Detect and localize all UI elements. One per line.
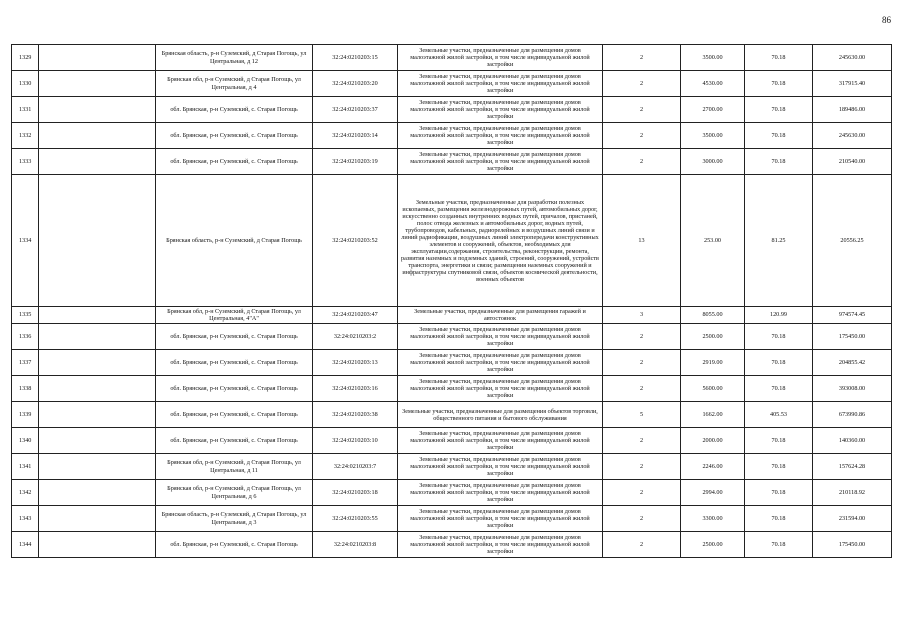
table-row xyxy=(12,175,892,307)
blank-cell xyxy=(39,480,156,506)
page-number: 86 xyxy=(882,15,891,25)
cadastral-number-cell: 32:24:0210203:15 xyxy=(313,45,398,71)
table-row xyxy=(12,532,892,558)
cadastral-value-cell: 317915.40 xyxy=(813,71,892,97)
specific-value-cell: 70.18 xyxy=(745,71,813,97)
specific-value-cell: 70.18 xyxy=(745,454,813,480)
cadastral-value-cell: 204855.42 xyxy=(813,350,892,376)
blank-cell xyxy=(39,324,156,350)
land-use-cell: Земельные участки, предназначенные для размещения домов малоэтажной жилой застройки, в том числе индивидуальной жилой застройки xyxy=(398,123,603,149)
area-cell: 2500.00 xyxy=(681,532,745,558)
blank-cell xyxy=(39,307,156,324)
table-row xyxy=(12,149,892,175)
blank-cell xyxy=(39,175,156,307)
group-cell: 2 xyxy=(603,454,681,480)
cadastral-number-cell: 32:24:0210203:20 xyxy=(313,71,398,97)
table-body xyxy=(12,45,892,558)
table-row xyxy=(12,428,892,454)
row-number: 1331 xyxy=(12,97,39,123)
cadastral-number-cell: 32:24:0210203:16 xyxy=(313,376,398,402)
specific-value-cell: 70.18 xyxy=(745,97,813,123)
address-cell: Брянская обл, р-н Суземский, д Старая Погощь, ул Центральная, д 4 xyxy=(156,71,313,97)
blank-cell xyxy=(39,428,156,454)
blank-cell xyxy=(39,402,156,428)
row-number: 1338 xyxy=(12,376,39,402)
table-row xyxy=(12,350,892,376)
blank-cell xyxy=(39,454,156,480)
group-cell: 2 xyxy=(603,480,681,506)
address-cell: обл. Брянская, р-н Суземский, с. Старая Погощь xyxy=(156,324,313,350)
row-number: 1332 xyxy=(12,123,39,149)
cadastral-value-cell: 974574.45 xyxy=(813,307,892,324)
address-cell: обл. Брянская, р-н Суземский, с. Старая Погощь xyxy=(156,376,313,402)
area-cell: 3500.00 xyxy=(681,123,745,149)
address-cell: обл. Брянская, р-н Суземский, с. Старая Погощь xyxy=(156,350,313,376)
table-row xyxy=(12,480,892,506)
row-number: 1333 xyxy=(12,149,39,175)
land-use-cell: Земельные участки, предназначенные для размещения домов малоэтажной жилой застройки, в том числе индивидуальной жилой застройки xyxy=(398,324,603,350)
area-cell: 4530.00 xyxy=(681,71,745,97)
cadastral-number-cell: 32:24:0210203:38 xyxy=(313,402,398,428)
specific-value-cell: 70.18 xyxy=(745,149,813,175)
area-cell: 3300.00 xyxy=(681,506,745,532)
cadastral-value-cell: 673990.86 xyxy=(813,402,892,428)
address-cell: обл. Брянская, р-н Суземский, с. Старая Погощь xyxy=(156,97,313,123)
cadastral-number-cell: 32:24:0210203:14 xyxy=(313,123,398,149)
row-number: 1330 xyxy=(12,71,39,97)
land-use-cell: Земельные участки, предназначенные для размещения домов малоэтажной жилой застройки, в том числе индивидуальной жилой застройки xyxy=(398,97,603,123)
address-cell: Брянская область, р-н Суземский, д Старая Погощь, ул Центральная, д 3 xyxy=(156,506,313,532)
table-row xyxy=(12,97,892,123)
cadastral-value-cell: 175450.00 xyxy=(813,532,892,558)
area-cell: 3000.00 xyxy=(681,149,745,175)
area-cell: 5600.00 xyxy=(681,376,745,402)
land-use-cell: Земельные участки, предназначенные для размещения домов малоэтажной жилой застройки, в том числе индивидуальной жилой застройки xyxy=(398,428,603,454)
row-number: 1334 xyxy=(12,175,39,307)
cadastral-value-cell: 245630.00 xyxy=(813,123,892,149)
area-cell: 3500.00 xyxy=(681,45,745,71)
cadastral-number-cell: 32:24:0210203:7 xyxy=(313,454,398,480)
cadastral-number-cell: 32:24:0210203:2 xyxy=(313,324,398,350)
group-cell: 2 xyxy=(603,123,681,149)
cadastral-number-cell: 32:24:0210203:8 xyxy=(313,532,398,558)
cadastral-value-cell: 245630.00 xyxy=(813,45,892,71)
address-cell: обл. Брянская, р-н Суземский, с. Старая Погощь xyxy=(156,402,313,428)
specific-value-cell: 81.25 xyxy=(745,175,813,307)
cadastral-number-cell: 32:24:0210203:37 xyxy=(313,97,398,123)
area-cell: 1662.00 xyxy=(681,402,745,428)
cadastral-value-cell: 20556.25 xyxy=(813,175,892,307)
area-cell: 2246.00 xyxy=(681,454,745,480)
area-cell: 2994.00 xyxy=(681,480,745,506)
table-row xyxy=(12,71,892,97)
table-row xyxy=(12,454,892,480)
row-number: 1340 xyxy=(12,428,39,454)
address-cell: обл. Брянская, р-н Суземский, с. Старая Погощь xyxy=(156,123,313,149)
table-row xyxy=(12,45,892,71)
cadastral-number-cell: 32:24:0210203:55 xyxy=(313,506,398,532)
blank-cell xyxy=(39,350,156,376)
group-cell: 2 xyxy=(603,428,681,454)
cadastral-value-cell: 210118.92 xyxy=(813,480,892,506)
group-cell: 2 xyxy=(603,532,681,558)
cadastral-value-cell: 175450.00 xyxy=(813,324,892,350)
land-use-cell: Земельные участки, предназначенные для размещения домов малоэтажной жилой застройки, в том числе индивидуальной жилой застройки xyxy=(398,376,603,402)
address-cell: Брянская обл, р-н Суземский, д Старая Погощь, ул Центральная, 4"А" xyxy=(156,307,313,324)
group-cell: 2 xyxy=(603,324,681,350)
row-number: 1344 xyxy=(12,532,39,558)
land-use-cell: Земельные участки, предназначенные для размещения домов малоэтажной жилой застройки, в том числе индивидуальной жилой застройки xyxy=(398,45,603,71)
land-use-cell: Земельные участки, предназначенные для размещения домов малоэтажной жилой застройки, в том числе индивидуальной жилой застройки xyxy=(398,480,603,506)
land-use-cell: Земельные участки, предназначенные для размещения домов малоэтажной жилой застройки, в том числе индивидуальной жилой застройки xyxy=(398,454,603,480)
specific-value-cell: 70.18 xyxy=(745,480,813,506)
group-cell: 5 xyxy=(603,402,681,428)
group-cell: 2 xyxy=(603,376,681,402)
area-cell: 8055.00 xyxy=(681,307,745,324)
area-cell: 2500.00 xyxy=(681,324,745,350)
blank-cell xyxy=(39,149,156,175)
land-use-cell: Земельные участки, предназначенные для размещения объектов торговли, общественного питания и бытового обслуживания xyxy=(398,402,603,428)
land-use-cell: Земельные участки, предназначенные для размещения домов малоэтажной жилой застройки, в том числе индивидуальной жилой застройки xyxy=(398,532,603,558)
address-cell: Брянская обл, р-н Суземский, д Старая Погощь, ул Центральная, д 6 xyxy=(156,480,313,506)
blank-cell xyxy=(39,532,156,558)
address-cell: Брянская область, р-н Суземский, д Старая Погощь, ул Центральная, д 12 xyxy=(156,45,313,71)
land-use-cell: Земельные участки, предназначенные для размещения гаражей и автостоянок xyxy=(398,307,603,324)
specific-value-cell: 70.18 xyxy=(745,324,813,350)
land-use-cell: Земельные участки, предназначенные для размещения домов малоэтажной жилой застройки, в том числе индивидуальной жилой застройки xyxy=(398,506,603,532)
group-cell: 2 xyxy=(603,71,681,97)
area-cell: 2700.00 xyxy=(681,97,745,123)
cadastral-value-cell: 140360.00 xyxy=(813,428,892,454)
row-number: 1341 xyxy=(12,454,39,480)
cadastral-value-cell: 210540.00 xyxy=(813,149,892,175)
row-number: 1342 xyxy=(12,480,39,506)
area-cell: 253.00 xyxy=(681,175,745,307)
row-number: 1339 xyxy=(12,402,39,428)
cadastral-value-cell: 157624.28 xyxy=(813,454,892,480)
cadastral-value-table xyxy=(11,44,892,558)
blank-cell xyxy=(39,506,156,532)
specific-value-cell: 70.18 xyxy=(745,45,813,71)
cadastral-number-cell: 32:24:0210203:52 xyxy=(313,175,398,307)
specific-value-cell: 70.18 xyxy=(745,428,813,454)
specific-value-cell: 70.18 xyxy=(745,506,813,532)
row-number: 1329 xyxy=(12,45,39,71)
cadastral-value-cell: 231594.00 xyxy=(813,506,892,532)
address-cell: Брянская обл, р-н Суземский, д Старая Погощь, ул Центральная, д 11 xyxy=(156,454,313,480)
address-cell: обл. Брянская, р-н Суземский, с. Старая Погощь xyxy=(156,532,313,558)
blank-cell xyxy=(39,71,156,97)
blank-cell xyxy=(39,376,156,402)
cadastral-number-cell: 32:24:0210203:19 xyxy=(313,149,398,175)
land-use-cell: Земельные участки, предназначенные для размещения домов малоэтажной жилой застройки, в том числе индивидуальной жилой застройки xyxy=(398,71,603,97)
address-cell: Брянская область, р-н Суземский, д Старая Погощь xyxy=(156,175,313,307)
area-cell: 2000.00 xyxy=(681,428,745,454)
group-cell: 2 xyxy=(603,45,681,71)
blank-cell xyxy=(39,97,156,123)
group-cell: 2 xyxy=(603,506,681,532)
group-cell: 2 xyxy=(603,350,681,376)
blank-cell xyxy=(39,45,156,71)
group-cell: 2 xyxy=(603,149,681,175)
table-row xyxy=(12,376,892,402)
row-number: 1336 xyxy=(12,324,39,350)
specific-value-cell: 405.53 xyxy=(745,402,813,428)
cadastral-value-cell: 189486.00 xyxy=(813,97,892,123)
specific-value-cell: 120.99 xyxy=(745,307,813,324)
table-row xyxy=(12,123,892,149)
table-row xyxy=(12,402,892,428)
area-cell: 2919.00 xyxy=(681,350,745,376)
address-cell: обл. Брянская, р-н Суземский, с. Старая Погощь xyxy=(156,428,313,454)
cadastral-number-cell: 32:24:0210203:18 xyxy=(313,480,398,506)
address-cell: обл. Брянская, р-н Суземский, с. Старая Погощь xyxy=(156,149,313,175)
specific-value-cell: 70.18 xyxy=(745,376,813,402)
table-row xyxy=(12,506,892,532)
specific-value-cell: 70.18 xyxy=(745,350,813,376)
cadastral-number-cell: 32:24:0210203:47 xyxy=(313,307,398,324)
cadastral-value-cell: 393008.00 xyxy=(813,376,892,402)
specific-value-cell: 70.18 xyxy=(745,532,813,558)
row-number: 1343 xyxy=(12,506,39,532)
specific-value-cell: 70.18 xyxy=(745,123,813,149)
table-row xyxy=(12,307,892,324)
land-use-cell: Земельные участки, предназначенные для размещения домов малоэтажной жилой застройки, в том числе индивидуальной жилой застройки xyxy=(398,350,603,376)
blank-cell xyxy=(39,123,156,149)
cadastral-number-cell: 32:24:0210203:10 xyxy=(313,428,398,454)
group-cell: 2 xyxy=(603,97,681,123)
land-use-cell: Земельные участки, предназначенные для размещения домов малоэтажной жилой застройки, в том числе индивидуальной жилой застройки xyxy=(398,149,603,175)
table-row xyxy=(12,324,892,350)
row-number: 1337 xyxy=(12,350,39,376)
group-cell: 13 xyxy=(603,175,681,307)
land-use-cell: Земельные участки, предназначенные для разработки полезных ископаемых, размещения железнодорожных путей, автомобильных дорог, искусственно созданных внутренних водных путей, причалов, пристаней, полос отвода железных и автомобильных дорог, водных путей, трубопроводов, кабельных, радиорелейных и воздушных линий связи и линий радиофикации, воздушных линий электропередачи конструктивных элементов и сооружений, объектов, необходимых для эксплуатации,содержания, строительства, реконструкции, ремонта, развития наземных и подземных зданий, строений, сооружений, устройств транспорта, энергетики и связи; размещения наземных сооружений и инфраструктуры спутниковой связи, объектов космической деятельности, военных объектов xyxy=(398,175,603,307)
cadastral-number-cell: 32:24:0210203:13 xyxy=(313,350,398,376)
row-number: 1335 xyxy=(12,307,39,324)
group-cell: 3 xyxy=(603,307,681,324)
